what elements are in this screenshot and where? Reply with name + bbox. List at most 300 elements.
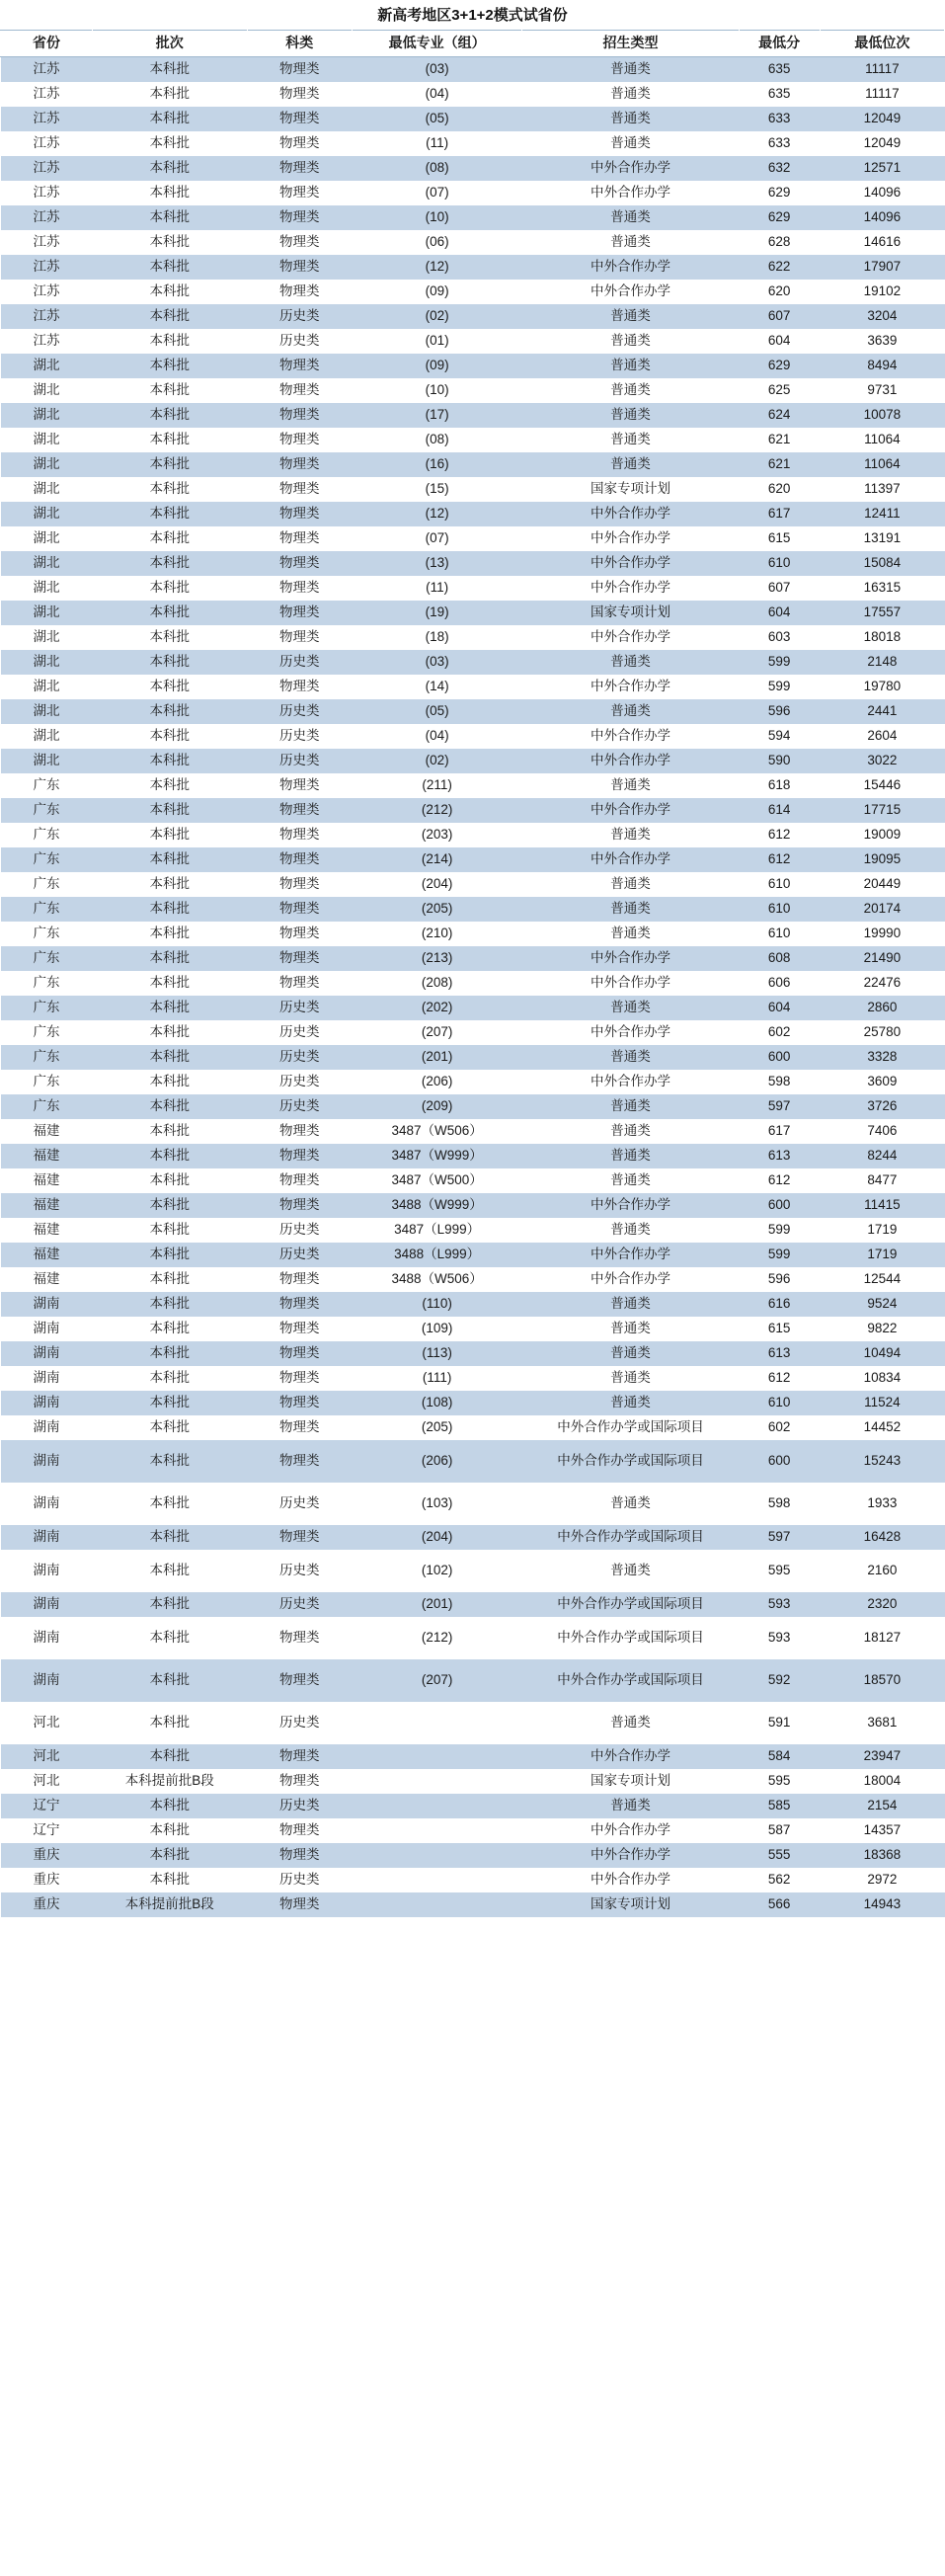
table-row: [1, 798, 945, 823]
table-row: [1, 428, 945, 452]
cell-batch: 本科批: [92, 205, 247, 230]
cell-subject: 物理类: [247, 131, 352, 156]
cell-admission-type: 中外合作办学或国际项目: [522, 1440, 739, 1483]
cell-province: 湖南: [1, 1366, 93, 1391]
cell-province: 广东: [1, 946, 93, 971]
cell-major-group: (210): [352, 922, 522, 946]
table-row: [1, 403, 945, 428]
cell-subject: 物理类: [247, 1267, 352, 1292]
cell-admission-type: 中外合作办学: [522, 724, 739, 749]
cell-admission-type: 中外合作办学: [522, 946, 739, 971]
cell-subject: 物理类: [247, 1843, 352, 1868]
table-row: [1, 699, 945, 724]
cell-admission-type: 普通类: [522, 354, 739, 378]
cell-admission-type: 普通类: [522, 205, 739, 230]
column-header-min-rank: 最低位次: [820, 31, 944, 57]
cell-min-rank: 12571: [820, 156, 944, 181]
cell-min-score: 620: [739, 477, 820, 502]
cell-batch: 本科批: [92, 1415, 247, 1440]
table-row: [1, 601, 945, 625]
cell-province: 湖北: [1, 502, 93, 526]
cell-province: 福建: [1, 1168, 93, 1193]
cell-major-group: (12): [352, 502, 522, 526]
cell-min-rank: 15243: [820, 1440, 944, 1483]
cell-major-group: (103): [352, 1483, 522, 1525]
cell-admission-type: 中外合作办学: [522, 502, 739, 526]
cell-min-score: 622: [739, 255, 820, 280]
table-row: [1, 1659, 945, 1702]
cell-subject: 历史类: [247, 1045, 352, 1070]
table-row: [1, 255, 945, 280]
cell-province: 江苏: [1, 255, 93, 280]
cell-subject: 历史类: [247, 1243, 352, 1267]
cell-subject: 历史类: [247, 1702, 352, 1744]
cell-min-score: 599: [739, 675, 820, 699]
cell-admission-type: 普通类: [522, 1094, 739, 1119]
table-row: [1, 1769, 945, 1794]
cell-subject: 物理类: [247, 1617, 352, 1659]
cell-min-rank: 20449: [820, 872, 944, 897]
cell-admission-type: 普通类: [522, 1366, 739, 1391]
cell-province: 福建: [1, 1119, 93, 1144]
cell-batch: 本科批: [92, 280, 247, 304]
cell-admission-type: 中外合作办学: [522, 1267, 739, 1292]
table-row: [1, 477, 945, 502]
cell-subject: 物理类: [247, 675, 352, 699]
cell-major-group: (03): [352, 650, 522, 675]
cell-subject: 历史类: [247, 329, 352, 354]
table-row: [1, 1193, 945, 1218]
cell-min-rank: 15446: [820, 773, 944, 798]
cell-min-rank: 11524: [820, 1391, 944, 1415]
cell-min-score: 587: [739, 1818, 820, 1843]
table-row: [1, 551, 945, 576]
cell-min-score: 632: [739, 156, 820, 181]
cell-batch: 本科批: [92, 477, 247, 502]
cell-min-score: 621: [739, 452, 820, 477]
cell-batch: 本科批: [92, 1070, 247, 1094]
table-row: [1, 625, 945, 650]
cell-min-score: 617: [739, 502, 820, 526]
cell-min-rank: 17715: [820, 798, 944, 823]
cell-admission-type: 中外合作办学: [522, 749, 739, 773]
cell-subject: 物理类: [247, 378, 352, 403]
cell-major-group: (13): [352, 551, 522, 576]
cell-batch: 本科批: [92, 1094, 247, 1119]
table-row: [1, 1415, 945, 1440]
cell-admission-type: 中外合作办学: [522, 156, 739, 181]
table-row: [1, 205, 945, 230]
table-row: [1, 107, 945, 131]
cell-subject: 物理类: [247, 526, 352, 551]
cell-province: 江苏: [1, 205, 93, 230]
cell-admission-type: 普通类: [522, 1168, 739, 1193]
cell-subject: 物理类: [247, 823, 352, 847]
cell-batch: 本科批: [92, 971, 247, 996]
cell-min-score: 600: [739, 1440, 820, 1483]
table-row: [1, 1892, 945, 1917]
table-row: [1, 230, 945, 255]
cell-min-rank: 11117: [820, 82, 944, 107]
cell-min-score: 597: [739, 1094, 820, 1119]
cell-subject: 历史类: [247, 724, 352, 749]
cell-major-group: (212): [352, 1617, 522, 1659]
cell-province: 广东: [1, 1045, 93, 1070]
cell-min-rank: 14357: [820, 1818, 944, 1843]
table-row: [1, 1094, 945, 1119]
cell-batch: 本科批: [92, 428, 247, 452]
cell-subject: 历史类: [247, 650, 352, 675]
cell-major-group: (209): [352, 1094, 522, 1119]
cell-min-score: 621: [739, 428, 820, 452]
cell-major-group: [352, 1744, 522, 1769]
cell-subject: 物理类: [247, 1366, 352, 1391]
cell-province: 湖北: [1, 378, 93, 403]
cell-batch: 本科批: [92, 1218, 247, 1243]
cell-province: 广东: [1, 922, 93, 946]
cell-major-group: (17): [352, 403, 522, 428]
cell-min-score: 596: [739, 699, 820, 724]
cell-admission-type: 中外合作办学: [522, 1868, 739, 1892]
cell-subject: 历史类: [247, 1483, 352, 1525]
cell-batch: 本科批: [92, 304, 247, 329]
cell-batch: 本科批: [92, 650, 247, 675]
cell-province: 江苏: [1, 181, 93, 205]
cell-subject: 历史类: [247, 1550, 352, 1592]
table-row: [1, 1341, 945, 1366]
cell-admission-type: 中外合作办学或国际项目: [522, 1592, 739, 1617]
cell-major-group: (04): [352, 82, 522, 107]
cell-admission-type: 普通类: [522, 452, 739, 477]
cell-admission-type: 中外合作办学: [522, 576, 739, 601]
cell-province: 湖南: [1, 1617, 93, 1659]
cell-batch: 本科批: [92, 156, 247, 181]
table-row: [1, 1702, 945, 1744]
cell-province: 湖南: [1, 1415, 93, 1440]
cell-min-score: 608: [739, 946, 820, 971]
cell-batch: 本科批: [92, 823, 247, 847]
cell-batch: 本科批: [92, 1744, 247, 1769]
cell-min-score: 614: [739, 798, 820, 823]
cell-subject: 物理类: [247, 181, 352, 205]
cell-min-score: 607: [739, 576, 820, 601]
cell-subject: 物理类: [247, 922, 352, 946]
cell-admission-type: 普通类: [522, 1119, 739, 1144]
cell-batch: 本科批: [92, 922, 247, 946]
cell-min-score: 628: [739, 230, 820, 255]
cell-batch: 本科批: [92, 1391, 247, 1415]
cell-admission-type: 普通类: [522, 1341, 739, 1366]
cell-min-rank: 3681: [820, 1702, 944, 1744]
table-row: [1, 304, 945, 329]
table-row: [1, 452, 945, 477]
cell-admission-type: 中外合作办学: [522, 625, 739, 650]
cell-subject: 物理类: [247, 1144, 352, 1168]
cell-admission-type: 普通类: [522, 230, 739, 255]
cell-province: 湖北: [1, 477, 93, 502]
cell-major-group: (206): [352, 1440, 522, 1483]
cell-min-score: 624: [739, 403, 820, 428]
cell-province: 湖北: [1, 625, 93, 650]
cell-province: 广东: [1, 996, 93, 1020]
cell-subject: 历史类: [247, 304, 352, 329]
cell-min-rank: 14096: [820, 181, 944, 205]
cell-admission-type: 中外合作办学: [522, 971, 739, 996]
cell-major-group: (204): [352, 872, 522, 897]
cell-batch: 本科批: [92, 1525, 247, 1550]
cell-min-rank: 12411: [820, 502, 944, 526]
cell-admission-type: 普通类: [522, 872, 739, 897]
cell-min-rank: 3726: [820, 1094, 944, 1119]
table-row: [1, 1440, 945, 1483]
cell-min-rank: 8477: [820, 1168, 944, 1193]
cell-min-score: 591: [739, 1702, 820, 1744]
cell-admission-type: 中外合作办学或国际项目: [522, 1617, 739, 1659]
table-row: [1, 181, 945, 205]
cell-min-score: 629: [739, 205, 820, 230]
cell-min-rank: 11117: [820, 57, 944, 83]
cell-admission-type: 普通类: [522, 82, 739, 107]
cell-province: 广东: [1, 971, 93, 996]
cell-batch: 本科批: [92, 1341, 247, 1366]
column-header-admission-type: 招生类型: [522, 31, 739, 57]
cell-min-score: 603: [739, 625, 820, 650]
cell-min-rank: 2441: [820, 699, 944, 724]
cell-min-score: 600: [739, 1045, 820, 1070]
table-row: [1, 773, 945, 798]
column-header-min-score: 最低分: [739, 31, 820, 57]
cell-admission-type: 普通类: [522, 403, 739, 428]
cell-admission-type: 普通类: [522, 1702, 739, 1744]
cell-admission-type: 中外合作办学: [522, 1020, 739, 1045]
table-row: [1, 1045, 945, 1070]
cell-major-group: (208): [352, 971, 522, 996]
table-row: [1, 1168, 945, 1193]
cell-subject: 物理类: [247, 897, 352, 922]
cell-admission-type: 中外合作办学: [522, 798, 739, 823]
cell-batch: 本科批: [92, 329, 247, 354]
cell-major-group: (04): [352, 724, 522, 749]
cell-major-group: (109): [352, 1317, 522, 1341]
cell-subject: 物理类: [247, 107, 352, 131]
cell-admission-type: 普通类: [522, 1218, 739, 1243]
cell-major-group: (11): [352, 576, 522, 601]
cell-min-score: 616: [739, 1292, 820, 1317]
cell-min-score: 594: [739, 724, 820, 749]
cell-subject: 物理类: [247, 205, 352, 230]
cell-subject: 物理类: [247, 1659, 352, 1702]
table-row: [1, 82, 945, 107]
cell-min-score: 620: [739, 280, 820, 304]
cell-min-rank: 13191: [820, 526, 944, 551]
cell-major-group: (09): [352, 354, 522, 378]
cell-admission-type: 中外合作办学或国际项目: [522, 1415, 739, 1440]
table-row: [1, 1366, 945, 1391]
cell-min-rank: 18570: [820, 1659, 944, 1702]
cell-subject: 物理类: [247, 255, 352, 280]
cell-batch: 本科批: [92, 255, 247, 280]
cell-province: 湖北: [1, 749, 93, 773]
cell-major-group: 3487（W506）: [352, 1119, 522, 1144]
cell-batch: 本科批: [92, 1550, 247, 1592]
cell-batch: 本科批: [92, 1045, 247, 1070]
cell-min-score: 612: [739, 847, 820, 872]
cell-min-score: 612: [739, 1168, 820, 1193]
cell-province: 福建: [1, 1218, 93, 1243]
table-row: [1, 1617, 945, 1659]
cell-province: 湖北: [1, 354, 93, 378]
cell-batch: 本科批: [92, 230, 247, 255]
cell-admission-type: 普通类: [522, 1794, 739, 1818]
cell-min-rank: 2148: [820, 650, 944, 675]
cell-min-rank: 11064: [820, 452, 944, 477]
cell-min-rank: 16428: [820, 1525, 944, 1550]
cell-admission-type: 国家专项计划: [522, 1892, 739, 1917]
cell-admission-type: 普通类: [522, 1483, 739, 1525]
cell-min-rank: 18004: [820, 1769, 944, 1794]
cell-major-group: (205): [352, 1415, 522, 1440]
cell-admission-type: 普通类: [522, 1391, 739, 1415]
cell-min-score: 612: [739, 823, 820, 847]
cell-min-score: 635: [739, 82, 820, 107]
cell-admission-type: 中外合作办学: [522, 675, 739, 699]
cell-major-group: (212): [352, 798, 522, 823]
table-row: [1, 823, 945, 847]
cell-province: 江苏: [1, 156, 93, 181]
cell-batch: 本科批: [92, 1794, 247, 1818]
cell-major-group: (205): [352, 897, 522, 922]
cell-province: 湖南: [1, 1341, 93, 1366]
cell-batch: 本科提前批B段: [92, 1769, 247, 1794]
cell-subject: 历史类: [247, 1094, 352, 1119]
cell-min-score: 610: [739, 922, 820, 946]
cell-province: 广东: [1, 847, 93, 872]
cell-subject: 历史类: [247, 749, 352, 773]
cell-min-rank: 19990: [820, 922, 944, 946]
cell-major-group: (06): [352, 230, 522, 255]
cell-min-rank: 1933: [820, 1483, 944, 1525]
cell-batch: 本科批: [92, 1702, 247, 1744]
column-header-subject: 科类: [247, 31, 352, 57]
cell-min-rank: 2972: [820, 1868, 944, 1892]
cell-min-rank: 10078: [820, 403, 944, 428]
table-row: [1, 1317, 945, 1341]
cell-admission-type: 中外合作办学: [522, 1193, 739, 1218]
cell-major-group: (113): [352, 1341, 522, 1366]
cell-major-group: (10): [352, 205, 522, 230]
cell-subject: 物理类: [247, 428, 352, 452]
cell-admission-type: 普通类: [522, 897, 739, 922]
cell-min-rank: 1719: [820, 1243, 944, 1267]
cell-min-rank: 9524: [820, 1292, 944, 1317]
cell-province: 重庆: [1, 1892, 93, 1917]
cell-admission-type: 中外合作办学: [522, 1744, 739, 1769]
cell-major-group: [352, 1892, 522, 1917]
cell-province: 湖北: [1, 650, 93, 675]
table-row: [1, 1818, 945, 1843]
cell-min-rank: 2154: [820, 1794, 944, 1818]
cell-major-group: 3488（W999）: [352, 1193, 522, 1218]
cell-subject: 物理类: [247, 477, 352, 502]
cell-major-group: (110): [352, 1292, 522, 1317]
cell-subject: 历史类: [247, 1070, 352, 1094]
cell-province: 广东: [1, 1020, 93, 1045]
cell-admission-type: 中外合作办学: [522, 255, 739, 280]
cell-min-rank: 12049: [820, 131, 944, 156]
table-row: [1, 1119, 945, 1144]
cell-subject: 物理类: [247, 354, 352, 378]
cell-batch: 本科批: [92, 131, 247, 156]
cell-province: 江苏: [1, 82, 93, 107]
cell-batch: 本科批: [92, 1168, 247, 1193]
cell-admission-type: 中外合作办学: [522, 526, 739, 551]
table-row: [1, 1218, 945, 1243]
cell-province: 湖北: [1, 403, 93, 428]
cell-province: 广东: [1, 872, 93, 897]
cell-admission-type: 中外合作办学: [522, 280, 739, 304]
cell-subject: 物理类: [247, 57, 352, 83]
cell-admission-type: 普通类: [522, 650, 739, 675]
cell-min-score: 602: [739, 1020, 820, 1045]
cell-min-rank: 3204: [820, 304, 944, 329]
cell-province: 湖南: [1, 1550, 93, 1592]
cell-min-rank: 2160: [820, 1550, 944, 1592]
table-row: [1, 971, 945, 996]
cell-min-rank: 11415: [820, 1193, 944, 1218]
cell-subject: 物理类: [247, 847, 352, 872]
cell-batch: 本科批: [92, 378, 247, 403]
cell-subject: 物理类: [247, 946, 352, 971]
table-row: [1, 156, 945, 181]
cell-min-score: 635: [739, 57, 820, 83]
cell-batch: 本科批: [92, 625, 247, 650]
cell-subject: 物理类: [247, 773, 352, 798]
table-row: [1, 1292, 945, 1317]
cell-min-score: 629: [739, 181, 820, 205]
cell-subject: 物理类: [247, 1744, 352, 1769]
cell-major-group: (05): [352, 699, 522, 724]
cell-min-rank: 8244: [820, 1144, 944, 1168]
cell-province: 湖南: [1, 1659, 93, 1702]
cell-subject: 物理类: [247, 1525, 352, 1550]
cell-batch: 本科批: [92, 1818, 247, 1843]
cell-major-group: (102): [352, 1550, 522, 1592]
cell-min-score: 566: [739, 1892, 820, 1917]
cell-min-rank: 18127: [820, 1617, 944, 1659]
table-row: [1, 57, 945, 83]
table-row: [1, 1020, 945, 1045]
cell-admission-type: 中外合作办学: [522, 551, 739, 576]
cell-province: 湖北: [1, 601, 93, 625]
cell-batch: 本科批: [92, 675, 247, 699]
cell-admission-type: 普通类: [522, 823, 739, 847]
cell-min-rank: 19009: [820, 823, 944, 847]
cell-province: 湖北: [1, 526, 93, 551]
cell-province: 福建: [1, 1243, 93, 1267]
cell-batch: 本科批: [92, 1119, 247, 1144]
cell-major-group: (207): [352, 1659, 522, 1702]
cell-province: 湖南: [1, 1292, 93, 1317]
cell-min-score: 585: [739, 1794, 820, 1818]
cell-major-group: (07): [352, 526, 522, 551]
cell-admission-type: 中外合作办学或国际项目: [522, 1659, 739, 1702]
column-header-batch: 批次: [92, 31, 247, 57]
cell-batch: 本科批: [92, 773, 247, 798]
cell-province: 河北: [1, 1702, 93, 1744]
table-body: [1, 57, 945, 1918]
cell-min-score: 602: [739, 1415, 820, 1440]
cell-batch: 本科批: [92, 107, 247, 131]
